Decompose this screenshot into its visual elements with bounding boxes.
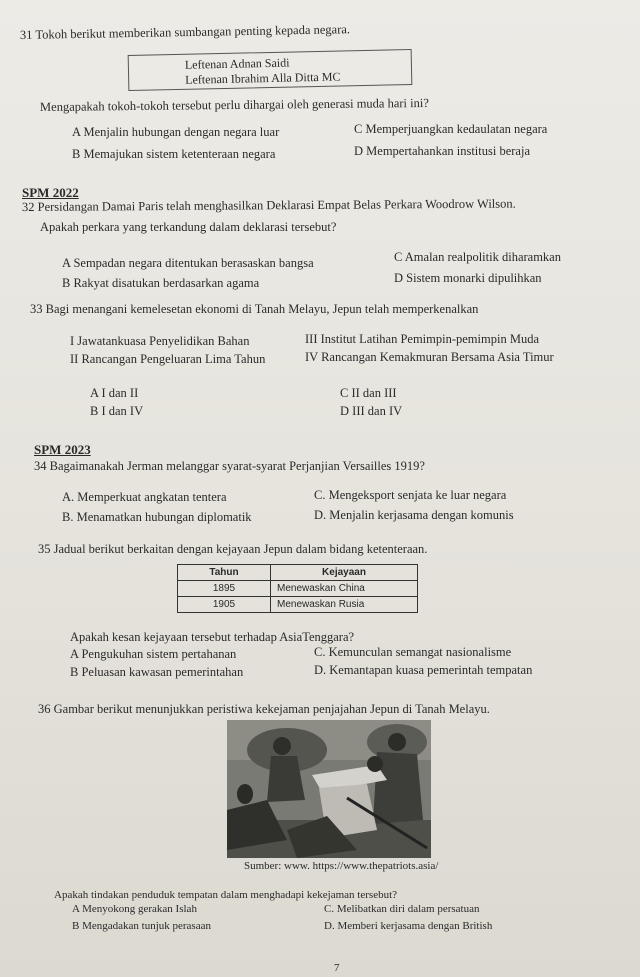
- q33-item-iv: IV Rancangan Kemakmuran Bersama Asia Timur: [305, 350, 554, 364]
- q33-item-i: I Jawatankuasa Penyelidikan Bahan: [70, 334, 250, 348]
- photo-illustration: [227, 720, 431, 858]
- q35-option-a: A Pengukuhan sistem pertahanan: [70, 647, 237, 661]
- q34-stem: 34 Bagaimanakah Jerman melanggar syarat-syarat Perjanjian Versailles 1919?: [34, 459, 425, 473]
- q33-option-b: B I dan IV: [90, 404, 144, 418]
- q32-option-a: A Sempadan negara ditentukan berasaskan bangsa: [62, 256, 314, 270]
- q36-option-c: C. Melibatkan diri dalam persatuan: [324, 903, 480, 915]
- q31-option-a: A Menjalin hubungan dengan negara luar: [72, 125, 280, 139]
- q35-question: Apakah kesan kejayaan tersebut terhadap AsiaTenggara?: [70, 630, 355, 644]
- q31-name-1: Leftenan Adnan Saidi: [184, 55, 290, 72]
- q36-question: Apakah tindakan penduduk tempatan dalam menghadapi kekejaman tersebut?: [54, 889, 398, 901]
- q36-historical-photo: [227, 720, 431, 858]
- q34-option-d: D. Menjalin kerjasama dengan komunis: [314, 508, 514, 522]
- q35-table-header-row: [178, 565, 418, 581]
- q33-item-iii: III Institut Latihan Pemimpin-pemimpin Muda: [305, 332, 539, 346]
- q31-option-c: C Memperjuangkan kedaulatan negara: [354, 122, 548, 136]
- page-number: 7: [334, 962, 340, 974]
- q32-option-d: D Sistem monarki dipulihkan: [394, 271, 542, 285]
- section-heading-spm-2023: SPM 2023: [34, 442, 91, 457]
- q36-option-d: D. Memberi kerjasama dengan British: [324, 920, 493, 932]
- q35-option-c: C. Kemunculan semangat nasionalisme: [314, 645, 512, 659]
- q36-option-a: A Menyokong gerakan Islah: [72, 903, 197, 915]
- q31-stem: 31 Tokoh berikut memberikan sumbangan penting kepada negara.: [19, 22, 351, 42]
- q31-name-box: [128, 49, 413, 91]
- q32-option-c: C Amalan realpolitik diharamkan: [394, 250, 561, 264]
- q31-question: Mengapakah tokoh-tokoh tersebut perlu dihargai oleh generasi muda hari ini?: [39, 95, 429, 114]
- q35-table-cell-achievement: Menewaskan China: [271, 581, 418, 597]
- q33-stem: 33 Bagi menangani kemelesetan ekonomi di Tanah Melayu, Jepun telah memperkenalkan: [30, 302, 479, 316]
- table-row: [178, 581, 418, 597]
- q35-table-header-kejayaan: Kejayaan: [271, 565, 418, 581]
- q33-option-c: C II dan III: [340, 386, 397, 400]
- q35-table-cell-achievement: Menewaskan Rusia: [271, 597, 418, 613]
- q35-table-cell-year: 1895: [178, 581, 271, 597]
- q33-item-ii: II Rancangan Pengeluaran Lima Tahun: [70, 352, 266, 366]
- q32-option-b: B Rakyat disatukan berdasarkan agama: [62, 276, 260, 290]
- q31-option-d: D Mempertahankan institusi beraja: [354, 144, 530, 158]
- q31-option-b: B Memajukan sistem ketenteraan negara: [72, 147, 276, 161]
- q35-table-header-tahun: Tahun: [178, 565, 271, 581]
- q34-option-a: A. Memperkuat angkatan tentera: [62, 490, 227, 504]
- q36-option-b: B Mengadakan tunjuk perasaan: [72, 920, 211, 932]
- q36-stem: 36 Gambar berikut menunjukkan peristiwa kekejaman penjajahan Jepun di Tanah Melayu.: [38, 702, 490, 716]
- q33-option-d: D III dan IV: [340, 404, 403, 418]
- section-heading-spm-2022: SPM 2022: [22, 185, 79, 200]
- q34-option-c: C. Mengeksport senjata ke luar negara: [314, 488, 507, 502]
- q34-option-b: B. Menamatkan hubungan diplomatik: [62, 510, 252, 524]
- q35-table: [177, 564, 418, 613]
- q35-option-b: B Peluasan kawasan pemerintahan: [70, 665, 244, 679]
- q32-question: Apakah perkara yang terkandung dalam deklarasi tersebut?: [40, 220, 337, 234]
- q36-image-source: Sumber: www. https://www.thepatriots.asia/: [244, 860, 439, 872]
- q35-option-d: D. Kemantapan kuasa pemerintah tempatan: [314, 663, 533, 677]
- q32-stem: 32 Persidangan Damai Paris telah menghasilkan Deklarasi Empat Belas Perkara Woodrow Wilson.: [21, 196, 516, 214]
- q31-name-2: Leftenan Ibrahim Alla Ditta MC: [185, 69, 341, 87]
- table-row: [178, 597, 418, 613]
- q35-table-cell-year: 1905: [178, 597, 271, 613]
- q33-option-a: A I dan II: [90, 386, 139, 400]
- q35-stem: 35 Jadual berikut berkaitan dengan kejayaan Jepun dalam bidang ketenteraan.: [38, 542, 428, 556]
